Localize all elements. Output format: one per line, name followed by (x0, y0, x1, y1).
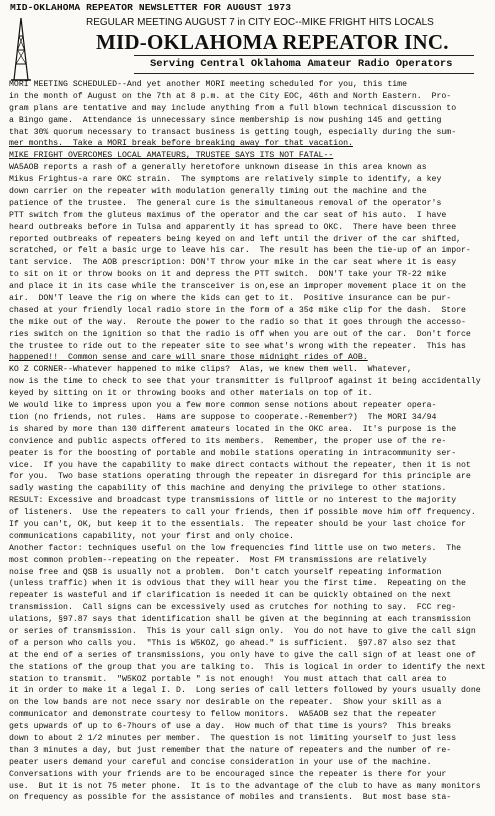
text-line: sadly wasting the capability of this machine and denying the privilege to other stations. (9, 484, 447, 494)
text-line: that 30% quorum necessary to transact business is getting tough, especially during the sum- (9, 127, 457, 137)
text-line: than 3 minutes a day, but just remember that the nature of repeaters and the number of re- (9, 745, 452, 755)
text-line: Another factor: techniques useful on the low frequencies find little use on two meters. The (9, 543, 462, 553)
text-line: is shared by more than 130 different amateurs located in the OKC area. It's purpose is the (9, 424, 457, 434)
text-line: convience and public aspects offered to its members. Remember, the proper use of the re- (9, 436, 447, 446)
organization-tagline: Serving Central Oklahoma Amateur Radio Operators (150, 58, 453, 70)
text-line: noise free and QSB is usually not a problem. Don't catch yourself repeating information (9, 567, 442, 577)
text-line: down carrier on the repeater with modulation generally timing out the machine and the (9, 187, 427, 197)
divider (134, 55, 474, 56)
text-line: scratched, or felt a basic urge to leave his car. The result has been the tie-up of an impor- (9, 246, 471, 256)
text-line: at the end of a series of transmissions, you only have to give the call sign of at least one of (9, 650, 476, 660)
text-line: (unless traffic) when it is odvious that they will hear you the first time. Repeating on the (9, 579, 466, 589)
text-line: use. But it is not 75 meter phone. It is to the advantage of the club to have as many monitors (9, 781, 481, 791)
text-line: the mike out of the way. Reroute the power to the radio so that it goes through the accesso- (9, 317, 466, 327)
radio-tower-logo-icon (10, 16, 32, 82)
text-line: vice. If you have the capability to make direct contacts without the repeater, then it is not (9, 460, 471, 470)
text-line: air. DON'T leave the rig on where the kids can get to it. Positive insurance can be pur- (9, 294, 452, 304)
text-line: peater users demand your careful and concise consideration in your use of the machine. (9, 757, 432, 767)
text-line: PTT switch from the gluteus maximus of the operator and the car seat of his auto. I have (9, 210, 447, 220)
text-line: most common problem--repeating on the repeater. Most FM transmissions are relatively (9, 555, 427, 565)
divider (134, 73, 474, 74)
text-line: the stations of the group that you are talking to. This is logical in order to identify the next (9, 662, 486, 672)
text-line: happened!! Common sense and care will snare those midnight rides of AOB. (9, 353, 368, 363)
text-line: WA5AOB reports a rash of a generally heretofore unknown disease in this area known as (9, 163, 427, 173)
text-line: or series of transmission. This is your call sign only. You do not have to give the call sign (9, 626, 476, 636)
text-line: of a person who calls you. "This is W5KOZ, go ahead." is sufficient. §97.87 also sez that (9, 638, 457, 648)
text-line: on the low bands are not nece ssary nor desirable on the repeater. Show your skill as a (9, 698, 442, 708)
text-line: and place it in its case while the transceiver is on,ese an improper movement place it on the (9, 282, 466, 292)
text-line: in the month of August on the 7th at 8 p.m. at the City EOC, 46th and North Eastern. Pro- (9, 91, 452, 101)
text-line: ries switch on the ignition so that the radio is off when you are out of the car. Don't force (9, 329, 471, 339)
section-heading: KO Z CORNER--Whatever happened to mike clips? Alas, we knew them well. Whatever, (9, 365, 412, 375)
text-line: tion (no friends, not rules. Hams are suppose to cooperate.-Remember?) The MORI 34/94 (9, 412, 437, 422)
text-line: a Bingo game. Attendance is unnecessary since membership is now pushing 145 and getting (9, 115, 442, 125)
meeting-headline: REGULAR MEETING AUGUST 7 in CITY EOC--MIKE FRIGHT HITS LOCALS (86, 17, 434, 28)
text-line: MORI MEETING SCHEDULED--And yet another MORI meeting scheduled for you, this time (9, 80, 407, 89)
text-line: RESULT: Excessive and broadcast type transmissions of little or no interest to the majority (9, 496, 457, 506)
text-line: patience of the trustee. The general cure is the simultaneous removal of the operator's (9, 198, 442, 208)
text-line: heard outbreaks before in Tulsa and apparently it has spread to OKC. There have been three (9, 222, 457, 232)
text-line: the trustee to ride out to the repeater site to see what's wrong with the repeater. This has (9, 341, 466, 351)
text-line: keyed by sitting on it or throwing books and other materials on top of it. (9, 389, 373, 399)
text-line: for you. Two base stations operating through the repeater in disregard for this principle are (9, 472, 471, 482)
section-heading: MIKE FRIGHT OVERCOMES LOCAL AMATEURS, TRUSTEE SAYS ITS NOT FATAL-- (9, 151, 334, 161)
text-line: on frequency as possible for the assistance of mobiles and transients. But most base sta- (9, 793, 452, 803)
text-line: now is the time to check to see that your transmitter is fullproof against it being accidentally (9, 377, 481, 387)
text-line: communicator and demonstrate courtesy to fellow monitors. WA5AOB sez that the repeater (9, 710, 437, 720)
text-line: peater is for the boosting of portable and mobile stations operating in intracommunity ser- (9, 448, 457, 458)
text-line: communications capability, not your first and only choice. (9, 531, 294, 541)
text-line: to sit on it or throw books on it and depress the PTT switch. DON'T take your TR-22 mike (9, 270, 447, 280)
text-line: gram plans are tentative and may include anything from a full blown technical discussion to (9, 103, 457, 113)
text-line: chased at your friendly local radio store in the form of a 35¢ mike clip for the dash. Store (9, 305, 466, 315)
text-line: tant service. The AOB prescription: DON'T throw your mike in the car seat where it is easy (9, 258, 457, 268)
text-line: Conversations with your friends are to be encouraged since the repeater is there for your (9, 769, 447, 779)
text-line: We would like to impress upon you a few more common sense notions about repeater opera- (9, 401, 437, 411)
text-line: gets upwards of up to 6-7hours of use a day. How much of that time is yours? This breaks (9, 722, 452, 732)
newsletter-top-title: MID-OKLAHOMA REPEATOR NEWSLETTER FOR AUGUST 1973 (10, 2, 292, 13)
text-line: station to transmit. "W5KOZ portable " is not enough! You must attach that call area to (9, 674, 447, 684)
organization-name: MID-OKLAHOMA REPEATOR INC. (96, 30, 449, 54)
text-line: If you can't, OK, but keep it to the essentials. The repeater should be your last choice for (9, 519, 466, 529)
text-line: of listeners. Use the repeaters to call your friends, then if possible move him off frequency. (9, 508, 476, 518)
text-line: reported outbreaks of repeaters being keyed on and left until the driver of the car shifted, (9, 234, 462, 244)
text-line: down to about 2 1/2 minutes per member. The question is not limiting yourself to just less (9, 733, 457, 743)
text-line: it in order to make it a legal I. D. Long series of call letters followed by yours usually done (9, 686, 481, 696)
newsletter-body (9, 79, 494, 804)
text-line: mer months. Take a MORI break before breaking away for that vacation. (9, 139, 353, 149)
text-line: transmission. Call signs can be excessively used as crutches for nothing to say. FCC reg- (9, 603, 457, 613)
text-line: Mikus Frightus-a rare OKC strain. The symptoms are relatively simple to identify, a key (9, 175, 442, 185)
text-line: ulations, §97.87 says that identification shall be given at the beginning at each transmission (9, 615, 471, 625)
text-line: repeater is wasteful and if clarification is needed it can be quickly obtained on the next (9, 591, 452, 601)
